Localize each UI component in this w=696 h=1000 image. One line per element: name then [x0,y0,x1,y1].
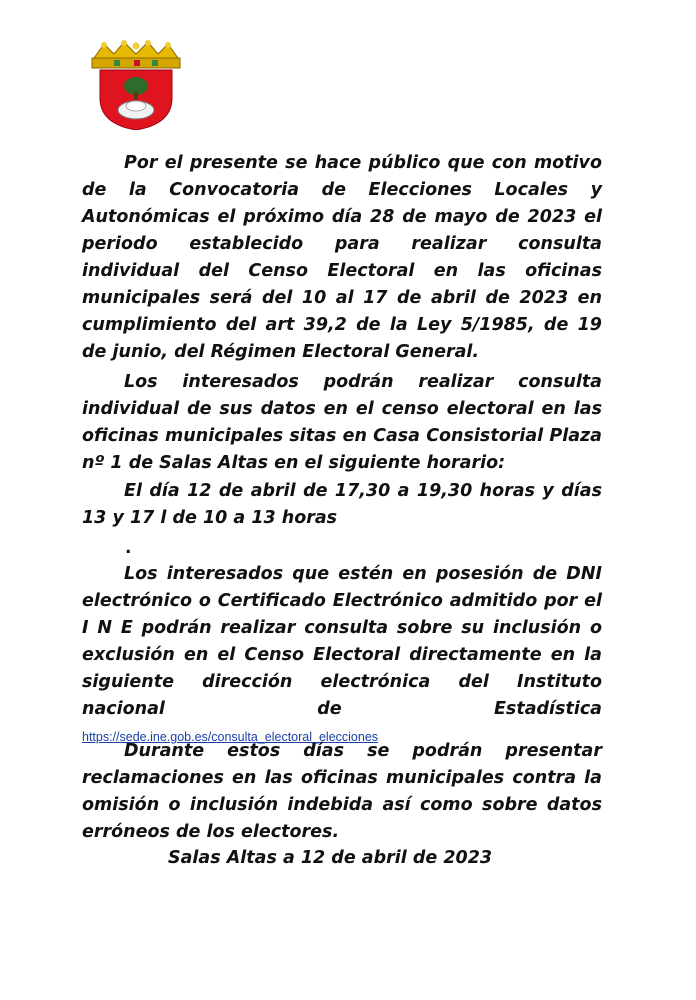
paragraph-schedule: El día 12 de abril de 17,30 a 19,30 horas y días 13 y 17 l de 10 a 13 horas [82,481,602,528]
paragraph-consultation-location: Los interesados podrán realizar consulta individual de sus datos en el censo electoral en las oficinas municipales sitas en Casa Consistorial Plaza nº 1 de Salas Altas en el siguiente horario: [82,372,602,473]
coat-of-arms [84,40,188,130]
paragraph-online-consultation: Los interesados que estén en posesión de DNI electrónico o Certificado Electrónico admitido por el I N E podrán realizar consulta sobre su inclusión o exclusión en el Censo Electoral directamente en la siguiente dirección electrónica del Instituto nacional de Estadística https://sede.ine.gob.es/consulta_electoral_elecciones [82,564,602,744]
signature-line: Salas Altas a 12 de abril de 2023 [168,848,493,868]
paragraph-claims: Durante estos días se podrán presentar reclamaciones en las oficinas municipales contra la omisión o inclusión indebida así como sobre datos erróneos de los electores. [82,741,602,842]
shield-icon [100,70,172,130]
ine-consultation-link[interactable]: https://sede.ine.gob.es/consulta_electoral_elecciones [82,730,379,744]
crown-icon [92,40,180,68]
stray-period: . [125,538,132,558]
paragraph-announcement: Por el presente se hace público que con motivo de la Convocatoria de Elecciones Locales y Autonómicas el próximo día 28 de mayo de 2023 el periodo establecido para realizar consulta individual del Censo Electoral en las oficinas municipales será del 10 al 17 de abril de 2023 en cumplimiento del art 39,2 de la Ley 5/1985, de 19 de junio, del Régimen Electoral General. [82,153,602,362]
